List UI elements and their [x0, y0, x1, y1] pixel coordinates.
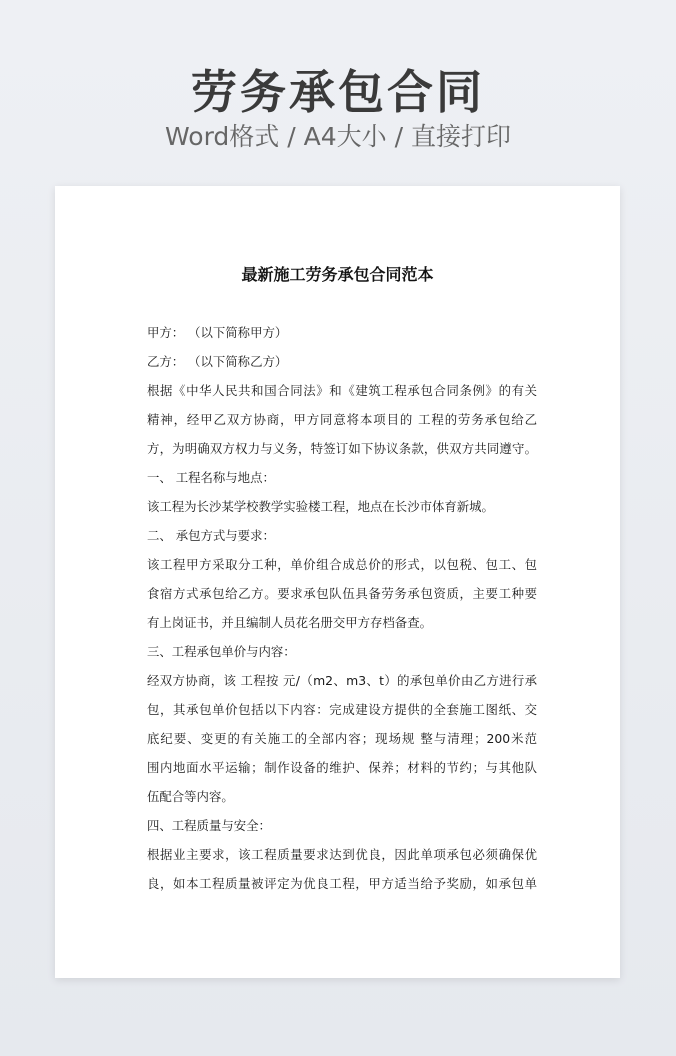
document-page — [55, 186, 620, 978]
body-line: 底纪要、变更的有关施工的全部内容；现场规 整与清理；200米范 — [147, 731, 537, 746]
body-line: 根据《中华人民共和国合同法》和《建筑工程承包合同条例》的有关 — [147, 383, 537, 398]
body-line: 包，其承包单价包括以下内容：完成建设方提供的全套施工图纸、交 — [147, 702, 537, 717]
body-line: 食宿方式承包给乙方。要求承包队伍具备劳务承包资质，主要工种要 — [147, 586, 537, 601]
section-heading: 二、 承包方式与要求： — [147, 528, 275, 543]
section-heading: 四、工程质量与安全： — [147, 818, 271, 833]
body-line: 该工程为长沙某学校教学实验楼工程，地点在长沙市体育新城。 — [147, 499, 494, 514]
body-line: 伍配合等内容。 — [147, 789, 234, 804]
page-title: 劳务承包合同 — [191, 65, 485, 119]
body-line: 围内地面水平运输；制作设备的维护、保养；材料的节约；与其他队 — [147, 760, 537, 775]
party-b-line: 乙方： （以下简称乙方） — [147, 354, 288, 369]
body-line: 经双方协商，该 工程按 元/（m2、m3、t）的承包单价由乙方进行承 — [147, 673, 537, 688]
document-body — [147, 318, 537, 898]
body-line: 有上岗证书，并且编制人员花名册交甲方存档备查。 — [147, 615, 432, 630]
body-line: 精神，经甲乙双方协商，甲方同意将本项目的 工程的劳务承包给乙 — [147, 412, 537, 427]
body-line: 方，为明确双方权力与义务，特签订如下协议条款，供双方共同遵守。 — [147, 441, 537, 456]
party-a-line: 甲方： （以下简称甲方） — [147, 325, 288, 340]
document-title: 最新施工劳务承包合同范本 — [241, 265, 434, 284]
section-heading: 三、工程承包单价与内容： — [147, 644, 296, 659]
body-line: 根据业主要求，该工程质量要求达到优良，因此单项承包必须确保优 — [147, 847, 537, 862]
page-subtitle: Word格式 / A4大小 / 直接打印 — [165, 122, 511, 151]
body-line: 该工程甲方采取分工种，单价组合成总价的形式，以包税、包工、包 — [147, 557, 537, 572]
body-line: 良，如本工程质量被评定为优良工程，甲方适当给予奖励，如承包单 — [147, 876, 537, 891]
section-heading: 一、 工程名称与地点： — [147, 470, 275, 485]
